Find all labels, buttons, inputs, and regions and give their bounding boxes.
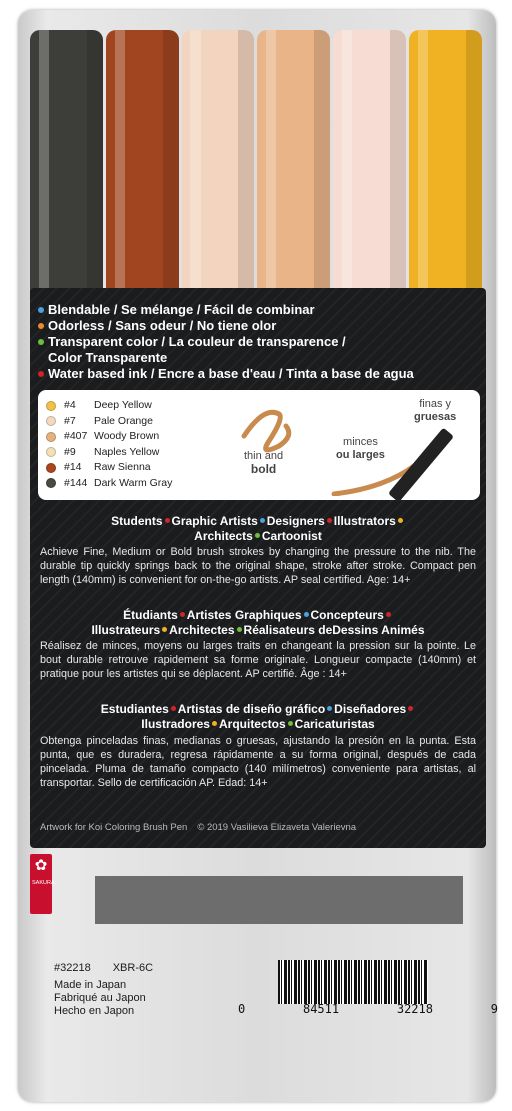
bullet-icon	[38, 371, 44, 377]
audience-en: Students Graphic Artists Designers Illustrators Architects Cartoonist	[40, 514, 476, 544]
feature-item: Transparent color / La couleur de transparence /	[38, 334, 478, 350]
barcode	[278, 960, 428, 1004]
swatch-panel	[38, 390, 480, 500]
color-dot-icon	[46, 416, 56, 426]
audience-es: Estudiantes Artistas de diseño gráfico Diseñadores Ilustradores Arquitectos Caricaturistas	[40, 702, 476, 732]
color-dot-icon	[46, 478, 56, 488]
marker-pen	[333, 30, 406, 300]
sakura-logo: ✿ SAKURA	[30, 854, 52, 914]
marker-pen	[182, 30, 255, 300]
feature-item: Odorless / Sans odeur / No tiene olor	[38, 318, 478, 334]
bullet-icon	[38, 323, 44, 329]
product-code: #32218	[54, 962, 91, 974]
made-in-es: Hecho en Japon	[54, 1005, 135, 1017]
swatch-item: #9 Naples Yellow	[46, 445, 172, 461]
bullet-icon	[38, 307, 44, 313]
feature-item: Color Transparente	[48, 350, 168, 365]
feature-list	[38, 302, 478, 382]
swatch-item: #407 Woody Brown	[46, 429, 172, 445]
color-dot-icon	[46, 401, 56, 411]
marker-pen	[409, 30, 482, 300]
barcode-number: 0 84511 32218 9	[238, 1002, 498, 1016]
swatch-list	[46, 398, 172, 491]
color-dot-icon	[46, 432, 56, 442]
made-in-en: Made in Japan	[54, 979, 127, 991]
description-en: Achieve Fine, Medium or Bold brush strokes by changing the pressure to the nib. The durable tip quickly springs back to the original shape, stroke after stroke. Compact pen length (140mm) is convenient for on-the-go artists. AP seal certified. Age: 14+	[40, 546, 476, 586]
pen-row	[30, 30, 482, 300]
swatch-item: #4 Deep Yellow	[46, 398, 172, 414]
stroke-label-en: thin and bold	[244, 450, 284, 476]
color-dot-icon	[46, 463, 56, 473]
stroke-label-es: finas y gruesas	[414, 398, 457, 423]
color-dot-icon	[46, 447, 56, 457]
audience-fr: Étudiants Artistes Graphiques Concepteurs Illustrateurs Architectes Réalisateurs deDessins Animés	[91, 608, 425, 637]
swatch-item: #14 Raw Sienna	[46, 460, 172, 476]
swatch-item: #144 Dark Warm Gray	[46, 476, 172, 492]
feature-item: Water based ink / Encre a base d'eau / Tinta a base de agua	[38, 366, 478, 382]
swatch-item: #7 Pale Orange	[46, 414, 172, 430]
marker-pen	[257, 30, 330, 300]
description-es: Obtenga pinceladas finas, medianas o gruesas, ajustando la presión en la punta. Esta punta, que es duradera, regresa rápidamente a su forma original, después de cada pincelada. Pluma de tamaño compacto (140 milímetros) conveniente para artistas, al transportar. Sello de certificación AP. Edad: 14+	[40, 735, 476, 789]
label-card	[30, 288, 486, 848]
description-fr: Réalisez de minces, moyens ou larges traits en changeant la pression sur la pointe. Le bout durable retrouve rapidement sa forme originale. Longueur compacte (140mm) et pratique pour les artistes qui se déplacent. AP certifié. Âge : 14+	[40, 640, 476, 680]
product-model: XBR-6C	[112, 962, 154, 974]
product-info	[54, 962, 153, 1018]
marker-pen	[30, 30, 103, 300]
stroke-label-fr: minces ou larges	[336, 436, 385, 461]
marker-pen	[106, 30, 179, 300]
price-label-area	[95, 876, 463, 924]
artwork-credit: Artwork for Koi Coloring Brush Pen © 2019 Vasilieva Elizaveta Valerievna	[40, 822, 357, 833]
made-in-fr: Fabriqué au Japon	[54, 992, 146, 1004]
bullet-icon	[38, 339, 44, 345]
feature-item: Blendable / Se mélange / Fácil de combinar	[38, 302, 478, 318]
